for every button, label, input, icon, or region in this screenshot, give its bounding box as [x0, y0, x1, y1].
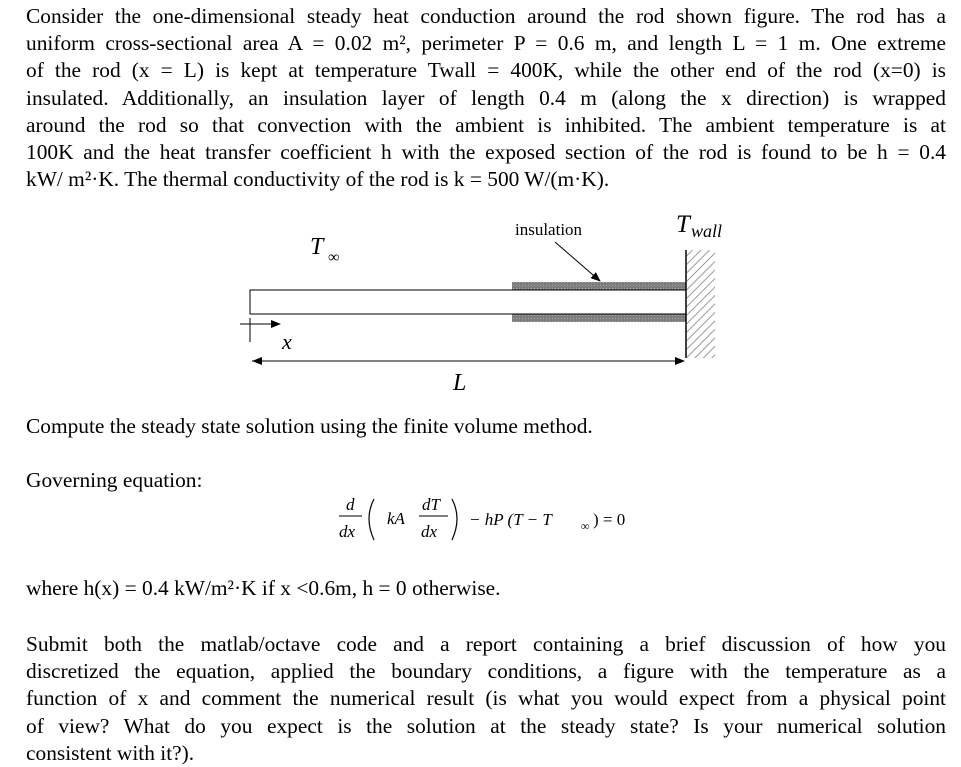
intro-line: kW/ m²·K. The thermal conductivity of the rod is k = 500 W/(m·K).: [26, 167, 610, 192]
t-wall-sub: wall: [691, 221, 723, 241]
t-infinity-label: T: [310, 234, 324, 260]
problem-statement: [26, 3, 946, 193]
t-infinity-sub: ∞: [328, 249, 340, 266]
insulation-label: insulation: [515, 220, 583, 239]
submit-line: Submit both the matlab/octave code and a report containing a brief discussion of how you: [26, 632, 946, 656]
wall-hatch: [687, 250, 715, 358]
rod-figure: [0, 200, 961, 400]
svg-text:) = 0: ) = 0: [593, 510, 626, 529]
insulation-top: [512, 282, 686, 290]
svg-text:dx: dx: [339, 522, 356, 541]
rod: [250, 290, 686, 314]
submit-line: of view? What do you expect is the solution at the steady state? Is your numerical solution: [26, 713, 946, 738]
svg-text:dx: dx: [421, 522, 438, 541]
svg-text:− hP (T − T: − hP (T − T: [469, 510, 552, 529]
insulation-arrow: [555, 242, 600, 281]
intro-line: of the rod (x = L) is kept at temperature Twall = 400K, while the other end of the rod (x=0) is: [26, 58, 946, 83]
intro-line: 100K and the heat transfer coefficient h with the exposed section of the rod is found to be h = 0.4: [26, 140, 946, 165]
governing-label: Governing equation:: [26, 468, 203, 492]
x-label: x: [282, 329, 292, 354]
insulation-bottom: [512, 314, 686, 322]
submission-instructions: [26, 631, 946, 767]
t-wall-label: T: [676, 211, 690, 238]
intro-line: Consider the one-dimensional steady heat conduction around the rod shown figure. The rod has a: [26, 4, 946, 28]
governing-equation: [330, 492, 660, 552]
intro-line: insulated. Additionally, an insulation layer of length 0.4 m (along the x direction) is wrapped: [26, 85, 946, 110]
intro-line: around the rod so that convection with the ambient is inhibited. The ambient temperature is at: [26, 112, 946, 137]
svg-text:dT: dT: [422, 495, 440, 514]
task-text: Compute the steady state solution using the finite volume method.: [26, 414, 593, 438]
submit-line: consistent with it?).: [26, 740, 195, 765]
length-arrow-left: [252, 357, 262, 365]
submit-line: function of x and comment the numerical result (is what you would expect from a physical point: [26, 686, 946, 711]
where-line: where h(x) = 0.4 kW/m²·K if x <0.6m, h = 0 otherwise.: [26, 576, 501, 600]
length-label: L: [453, 370, 467, 396]
svg-text:d: d: [346, 495, 355, 514]
submit-line: discretized the equation, applied the boundary conditions, a figure with the temperature as a: [26, 659, 946, 684]
intro-line: uniform cross-sectional area A = 0.02 m², perimeter P = 0.6 m, and length L = 1 m. One extreme: [26, 31, 946, 56]
svg-text:∞: ∞: [581, 519, 590, 533]
svg-text:kA: kA: [387, 509, 405, 528]
